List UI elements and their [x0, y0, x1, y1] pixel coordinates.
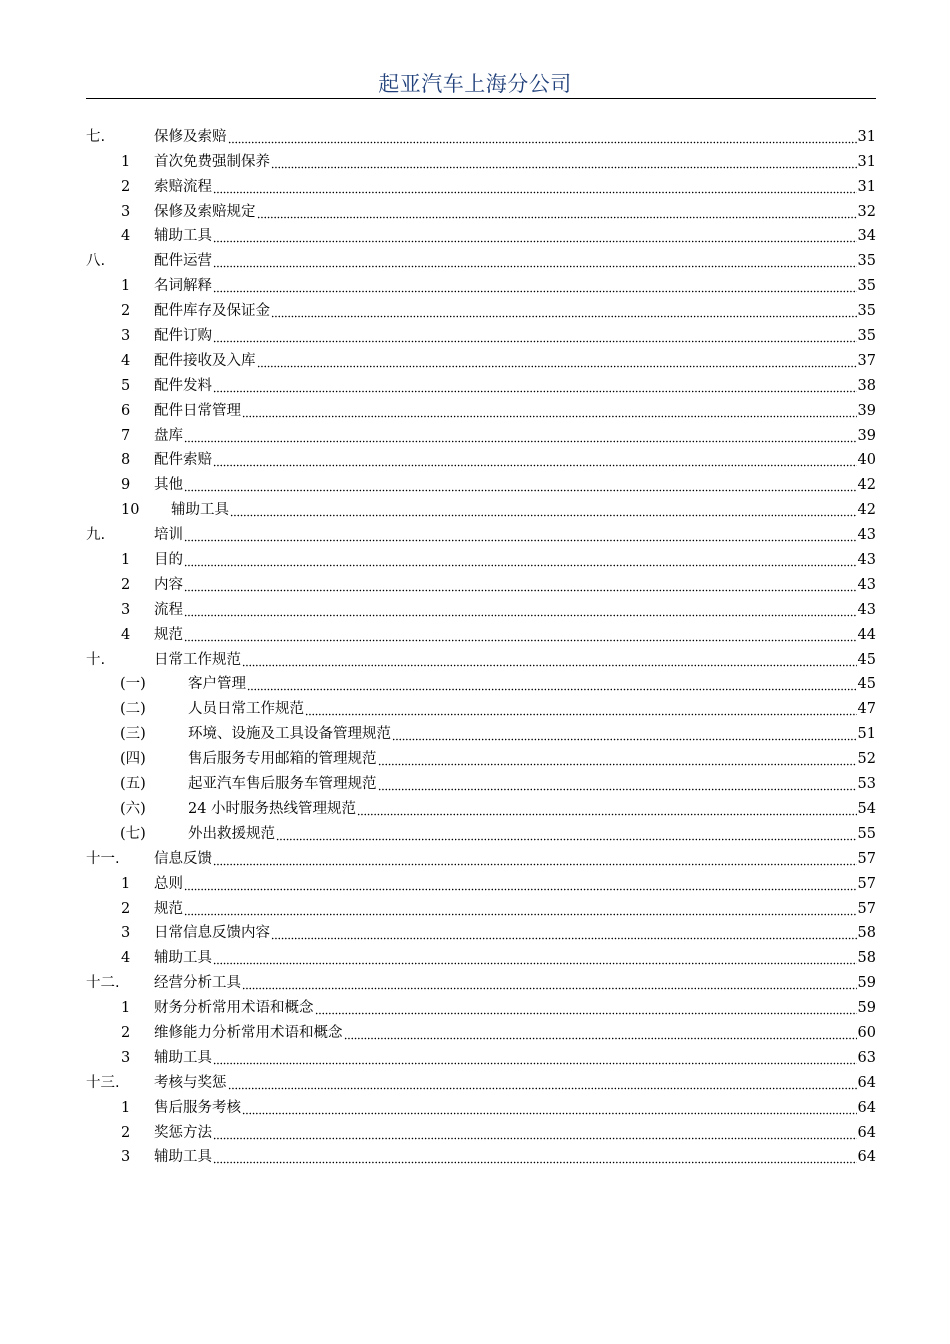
- toc-entry-title: 配件接收及入库: [154, 352, 256, 369]
- toc-dot-leader: [271, 304, 857, 318]
- toc-entry-body: [154, 650, 876, 670]
- toc-entry-page-number: 58: [857, 925, 876, 942]
- toc-entry-page-number: 42: [857, 477, 876, 494]
- toc-entry[interactable]: [86, 346, 876, 371]
- toc-entry-page-number: 64: [857, 1149, 876, 1166]
- toc-entry-body: [154, 923, 876, 943]
- toc-dot-leader: [228, 1076, 857, 1090]
- toc-entry-body: [154, 177, 876, 197]
- toc-entry-number: (七): [120, 825, 146, 842]
- toc-dot-leader: [213, 254, 857, 268]
- toc-dot-leader: [213, 279, 857, 293]
- toc-entry-body: [154, 426, 876, 446]
- toc-dot-leader: [305, 702, 857, 716]
- toc-dot-leader: [184, 628, 857, 642]
- toc-entry-number: 十一.: [86, 850, 120, 867]
- toc-entry-body: [188, 674, 876, 694]
- toc-entry[interactable]: [86, 919, 876, 944]
- toc-entry-number: 2: [121, 1124, 131, 1141]
- toc-entry-number: 九.: [86, 527, 106, 544]
- toc-dot-leader: [213, 180, 857, 194]
- toc-entry-title: 售后服务专用邮箱的管理规范: [188, 751, 377, 768]
- toc-entry-number: (五): [120, 776, 146, 793]
- toc-entry-title: 24 小时服务热线管理规范: [188, 800, 357, 817]
- toc-entry-body: [154, 1098, 876, 1118]
- toc-dot-leader: [230, 503, 857, 517]
- toc-entry-body: [154, 998, 876, 1018]
- toc-entry-body: [154, 326, 876, 346]
- toc-entry-title: 考核与奖惩: [154, 1074, 227, 1091]
- toc-entry[interactable]: [86, 296, 876, 321]
- toc-entry-number: (六): [120, 800, 146, 817]
- toc-entry-title: 辅助工具: [171, 502, 229, 519]
- toc-dot-leader: [184, 429, 857, 443]
- toc-entry-number: 6: [121, 402, 131, 419]
- toc-entry-number: (二): [120, 701, 146, 718]
- toc-entry-title: 财务分析常用术语和概念: [154, 1000, 314, 1017]
- toc-entry-title: 规范: [154, 900, 183, 917]
- toc-dot-leader: [184, 578, 857, 592]
- toc-entry-title: 配件订购: [154, 328, 212, 345]
- toc-entry-body: [188, 699, 876, 719]
- toc-entry-number: 3: [121, 328, 131, 345]
- toc-entry-number: 4: [121, 352, 131, 369]
- toc-entry-title: 外出救援规范: [188, 825, 275, 842]
- toc-entry-body: [188, 824, 876, 844]
- toc-entry[interactable]: [86, 943, 876, 968]
- toc-entry-title: 辅助工具: [154, 228, 212, 245]
- toc-dot-leader: [184, 877, 857, 891]
- toc-entry-page-number: 52: [857, 751, 876, 768]
- toc-entry-title: 奖惩方法: [154, 1124, 212, 1141]
- toc-entry[interactable]: [86, 1143, 876, 1168]
- toc-dot-leader: [213, 852, 857, 866]
- toc-entry-page-number: 43: [857, 601, 876, 618]
- toc-entry[interactable]: [86, 1043, 876, 1068]
- toc-entry-number: (一): [120, 676, 146, 693]
- toc-entry-title: 规范: [154, 626, 183, 643]
- toc-entry-title: 首次免费强制保养: [154, 153, 270, 170]
- toc-entry-title: 总则: [154, 875, 183, 892]
- toc-entry-page-number: 31: [857, 178, 876, 195]
- toc-dot-leader: [213, 229, 857, 243]
- toc-entry-page-number: 54: [857, 800, 876, 817]
- toc-entry-page-number: 44: [857, 626, 876, 643]
- toc-entry-number: 7: [121, 427, 131, 444]
- toc-entry-body: [154, 127, 876, 147]
- toc-entry-number: 4: [121, 228, 131, 245]
- toc-entry[interactable]: [86, 396, 876, 421]
- toc-entry-number: 3: [121, 601, 131, 618]
- toc-entry[interactable]: [86, 694, 876, 719]
- toc-dot-leader: [184, 902, 857, 916]
- toc-entry-title: 保修及索赔: [154, 128, 227, 145]
- toc-entry-page-number: 34: [857, 228, 876, 245]
- toc-entry[interactable]: [86, 645, 876, 670]
- toc-entry-page-number: 53: [857, 776, 876, 793]
- toc-entry-body: [154, 351, 876, 371]
- toc-entry-page-number: 64: [857, 1124, 876, 1141]
- toc-entry[interactable]: [86, 147, 876, 172]
- toc-entry-page-number: 64: [857, 1099, 876, 1116]
- toc-entry[interactable]: [86, 769, 876, 794]
- toc-entry-body: [154, 899, 876, 919]
- toc-entry-body: [154, 226, 876, 246]
- toc-dot-leader: [271, 155, 857, 169]
- toc-entry-title: 信息反馈: [154, 850, 212, 867]
- header-divider: [86, 98, 876, 99]
- toc-entry-page-number: 43: [857, 527, 876, 544]
- toc-entry-body: [154, 1073, 876, 1093]
- toc-dot-leader: [242, 976, 857, 990]
- toc-dot-leader: [184, 553, 857, 567]
- toc-dot-leader: [247, 677, 857, 691]
- toc-entry-page-number: 47: [857, 701, 876, 718]
- toc-entry-number: 3: [121, 1049, 131, 1066]
- toc-entry-number: 8: [121, 452, 131, 469]
- toc-entry[interactable]: [86, 844, 876, 869]
- toc-entry-number: 1: [121, 1099, 131, 1116]
- toc-dot-leader: [257, 354, 857, 368]
- toc-entry-title: 客户管理: [188, 676, 246, 693]
- toc-dot-leader: [242, 1101, 857, 1115]
- toc-entry-page-number: 40: [857, 452, 876, 469]
- toc-entry[interactable]: [86, 620, 876, 645]
- toc-entry-body: [154, 973, 876, 993]
- toc-entry[interactable]: [86, 819, 876, 844]
- toc-entry-body: [154, 874, 876, 894]
- toc-entry[interactable]: [86, 470, 876, 495]
- toc-entry-body: [171, 500, 876, 520]
- toc-dot-leader: [228, 130, 857, 144]
- toc-entry-body: [154, 202, 876, 222]
- toc-entry[interactable]: [86, 197, 876, 222]
- toc-entry-page-number: 35: [857, 303, 876, 320]
- toc-entry-body: [154, 276, 876, 296]
- toc-dot-leader: [213, 1150, 857, 1164]
- toc-entry-body: [188, 749, 876, 769]
- toc-entry-page-number: 57: [857, 900, 876, 917]
- toc-entry-page-number: 31: [857, 153, 876, 170]
- toc-entry-page-number: 55: [857, 825, 876, 842]
- toc-entry-title: 盘库: [154, 427, 183, 444]
- toc-entry[interactable]: [86, 421, 876, 446]
- toc-entry-title: 其他: [154, 477, 183, 494]
- toc-dot-leader: [213, 379, 857, 393]
- toc-entry-body: [154, 1048, 876, 1068]
- toc-entry-number: 十.: [86, 651, 106, 668]
- toc-entry-page-number: 35: [857, 253, 876, 270]
- toc-dot-leader: [213, 1051, 857, 1065]
- toc-entry-page-number: 35: [857, 278, 876, 295]
- toc-dot-leader: [344, 1026, 857, 1040]
- table-of-contents: [86, 122, 876, 1167]
- toc-entry-page-number: 45: [857, 651, 876, 668]
- toc-entry-number: 9: [121, 477, 131, 494]
- toc-entry-page-number: 39: [857, 427, 876, 444]
- toc-entry[interactable]: [86, 794, 876, 819]
- toc-dot-leader: [378, 752, 857, 766]
- toc-entry[interactable]: [86, 595, 876, 620]
- toc-entry[interactable]: [86, 1018, 876, 1043]
- toc-entry-body: [154, 450, 876, 470]
- toc-entry-title: 辅助工具: [154, 1049, 212, 1066]
- toc-entry-number: 4: [121, 950, 131, 967]
- toc-entry-number: (三): [120, 726, 146, 743]
- toc-entry-number: 2: [121, 576, 131, 593]
- toc-entry-number: 2: [121, 900, 131, 917]
- toc-dot-leader: [276, 827, 857, 841]
- page-header-title: 起亚汽车上海分公司: [378, 72, 572, 96]
- toc-entry-page-number: 37: [857, 352, 876, 369]
- toc-entry[interactable]: [86, 670, 876, 695]
- toc-dot-leader: [213, 453, 857, 467]
- toc-dot-leader: [378, 777, 857, 791]
- toc-entry-body: [154, 376, 876, 396]
- toc-entry-page-number: 42: [857, 502, 876, 519]
- toc-entry-title: 配件日常管理: [154, 402, 241, 419]
- toc-entry[interactable]: [86, 545, 876, 570]
- toc-entry-page-number: 64: [857, 1074, 876, 1091]
- toc-entry-page-number: 57: [857, 850, 876, 867]
- toc-entry-number: 4: [121, 626, 131, 643]
- toc-entry-page-number: 31: [857, 128, 876, 145]
- toc-entry-number: 2: [121, 303, 131, 320]
- toc-dot-leader: [242, 404, 857, 418]
- toc-entry-body: [154, 1023, 876, 1043]
- toc-entry[interactable]: [86, 894, 876, 919]
- toc-entry-title: 日常工作规范: [154, 651, 241, 668]
- toc-dot-leader: [184, 528, 857, 542]
- toc-entry-title: 名词解释: [154, 278, 212, 295]
- toc-entry[interactable]: [86, 446, 876, 471]
- toc-entry[interactable]: [86, 1068, 876, 1093]
- toc-entry[interactable]: [86, 719, 876, 744]
- toc-entry[interactable]: [86, 271, 876, 296]
- toc-entry[interactable]: [86, 968, 876, 993]
- toc-entry-body: [154, 525, 876, 545]
- toc-entry-number: 十三.: [86, 1074, 120, 1091]
- toc-entry-number: 2: [121, 1024, 131, 1041]
- toc-entry-title: 配件库存及保证金: [154, 303, 270, 320]
- toc-entry-body: [188, 774, 876, 794]
- toc-entry[interactable]: [86, 1118, 876, 1143]
- toc-entry-title: 辅助工具: [154, 1149, 212, 1166]
- toc-entry-title: 索赔流程: [154, 178, 212, 195]
- toc-entry-number: 2: [121, 178, 131, 195]
- toc-entry-page-number: 38: [857, 377, 876, 394]
- toc-entry-page-number: 43: [857, 552, 876, 569]
- toc-entry-number: 1: [121, 153, 131, 170]
- toc-entry-number: 10: [121, 502, 140, 519]
- toc-entry-body: [154, 600, 876, 620]
- toc-entry-title: 配件发料: [154, 377, 212, 394]
- toc-entry-body: [188, 799, 876, 819]
- toc-entry[interactable]: [86, 246, 876, 271]
- toc-entry-number: 八.: [86, 253, 106, 270]
- toc-entry-title: 日常信息反馈内容: [154, 925, 270, 942]
- toc-entry-title: 配件索赔: [154, 452, 212, 469]
- toc-entry-page-number: 59: [857, 975, 876, 992]
- toc-entry-number: 1: [121, 875, 131, 892]
- toc-dot-leader: [213, 1126, 857, 1140]
- toc-entry-body: [154, 152, 876, 172]
- toc-entry[interactable]: [86, 744, 876, 769]
- toc-entry[interactable]: [86, 993, 876, 1018]
- toc-entry-number: 七.: [86, 128, 106, 145]
- toc-entry-title: 经营分析工具: [154, 975, 241, 992]
- toc-entry-body: [154, 475, 876, 495]
- toc-dot-leader: [257, 205, 857, 219]
- toc-entry-number: 1: [121, 552, 131, 569]
- toc-entry-number: 3: [121, 925, 131, 942]
- toc-entry[interactable]: [86, 520, 876, 545]
- toc-entry[interactable]: [86, 371, 876, 396]
- toc-entry-title: 流程: [154, 601, 183, 618]
- toc-entry-number: 3: [121, 203, 131, 220]
- toc-entry-title: 辅助工具: [154, 950, 212, 967]
- toc-entry[interactable]: [86, 222, 876, 247]
- toc-entry-page-number: 32: [857, 203, 876, 220]
- toc-entry[interactable]: [86, 869, 876, 894]
- toc-dot-leader: [184, 478, 857, 492]
- toc-dot-leader: [213, 329, 857, 343]
- toc-entry-title: 保修及索赔规定: [154, 203, 256, 220]
- toc-entry-body: [154, 301, 876, 321]
- toc-dot-leader: [392, 727, 857, 741]
- toc-entry-body: [154, 401, 876, 421]
- toc-entry[interactable]: [86, 1093, 876, 1118]
- toc-entry-page-number: 58: [857, 950, 876, 967]
- toc-entry[interactable]: [86, 570, 876, 595]
- toc-entry-title: 培训: [154, 527, 183, 544]
- toc-entry-title: 维修能力分析常用术语和概念: [154, 1024, 343, 1041]
- toc-entry-page-number: 35: [857, 328, 876, 345]
- toc-entry[interactable]: [86, 495, 876, 520]
- toc-entry-body: [188, 724, 876, 744]
- toc-entry-page-number: 51: [857, 726, 876, 743]
- toc-entry-body: [154, 1123, 876, 1143]
- toc-entry-body: [154, 948, 876, 968]
- toc-entry-page-number: 57: [857, 875, 876, 892]
- toc-entry-page-number: 60: [857, 1024, 876, 1041]
- toc-entry-number: (四): [120, 751, 146, 768]
- toc-dot-leader: [357, 802, 856, 816]
- toc-entry-body: [154, 575, 876, 595]
- toc-entry-page-number: 43: [857, 576, 876, 593]
- toc-entry-body: [154, 550, 876, 570]
- toc-entry-body: [154, 1147, 876, 1167]
- toc-entry-page-number: 39: [857, 402, 876, 419]
- toc-entry-title: 售后服务考核: [154, 1099, 241, 1116]
- toc-dot-leader: [271, 926, 857, 940]
- toc-entry[interactable]: [86, 172, 876, 197]
- toc-entry-body: [154, 251, 876, 271]
- toc-entry-page-number: 63: [857, 1049, 876, 1066]
- toc-dot-leader: [315, 1001, 857, 1015]
- toc-entry-title: 起亚汽车售后服务车管理规范: [188, 776, 377, 793]
- toc-entry-title: 人员日常工作规范: [188, 701, 304, 718]
- toc-entry-number: 1: [121, 1000, 131, 1017]
- toc-entry-number: 5: [121, 377, 131, 394]
- toc-entry-page-number: 59: [857, 1000, 876, 1017]
- toc-entry-number: 3: [121, 1149, 131, 1166]
- toc-entry-title: 目的: [154, 552, 183, 569]
- toc-entry-body: [154, 849, 876, 869]
- toc-entry-number: 1: [121, 278, 131, 295]
- toc-entry-number: 十二.: [86, 975, 120, 992]
- toc-entry-page-number: 45: [857, 676, 876, 693]
- toc-entry-body: [154, 625, 876, 645]
- toc-entry[interactable]: [86, 122, 876, 147]
- toc-dot-leader: [213, 951, 857, 965]
- toc-entry-title: 内容: [154, 576, 183, 593]
- toc-entry-title: 配件运营: [154, 253, 212, 270]
- toc-entry[interactable]: [86, 321, 876, 346]
- toc-dot-leader: [242, 653, 857, 667]
- toc-dot-leader: [184, 603, 857, 617]
- toc-entry-title: 环境、设施及工具设备管理规范: [188, 726, 391, 743]
